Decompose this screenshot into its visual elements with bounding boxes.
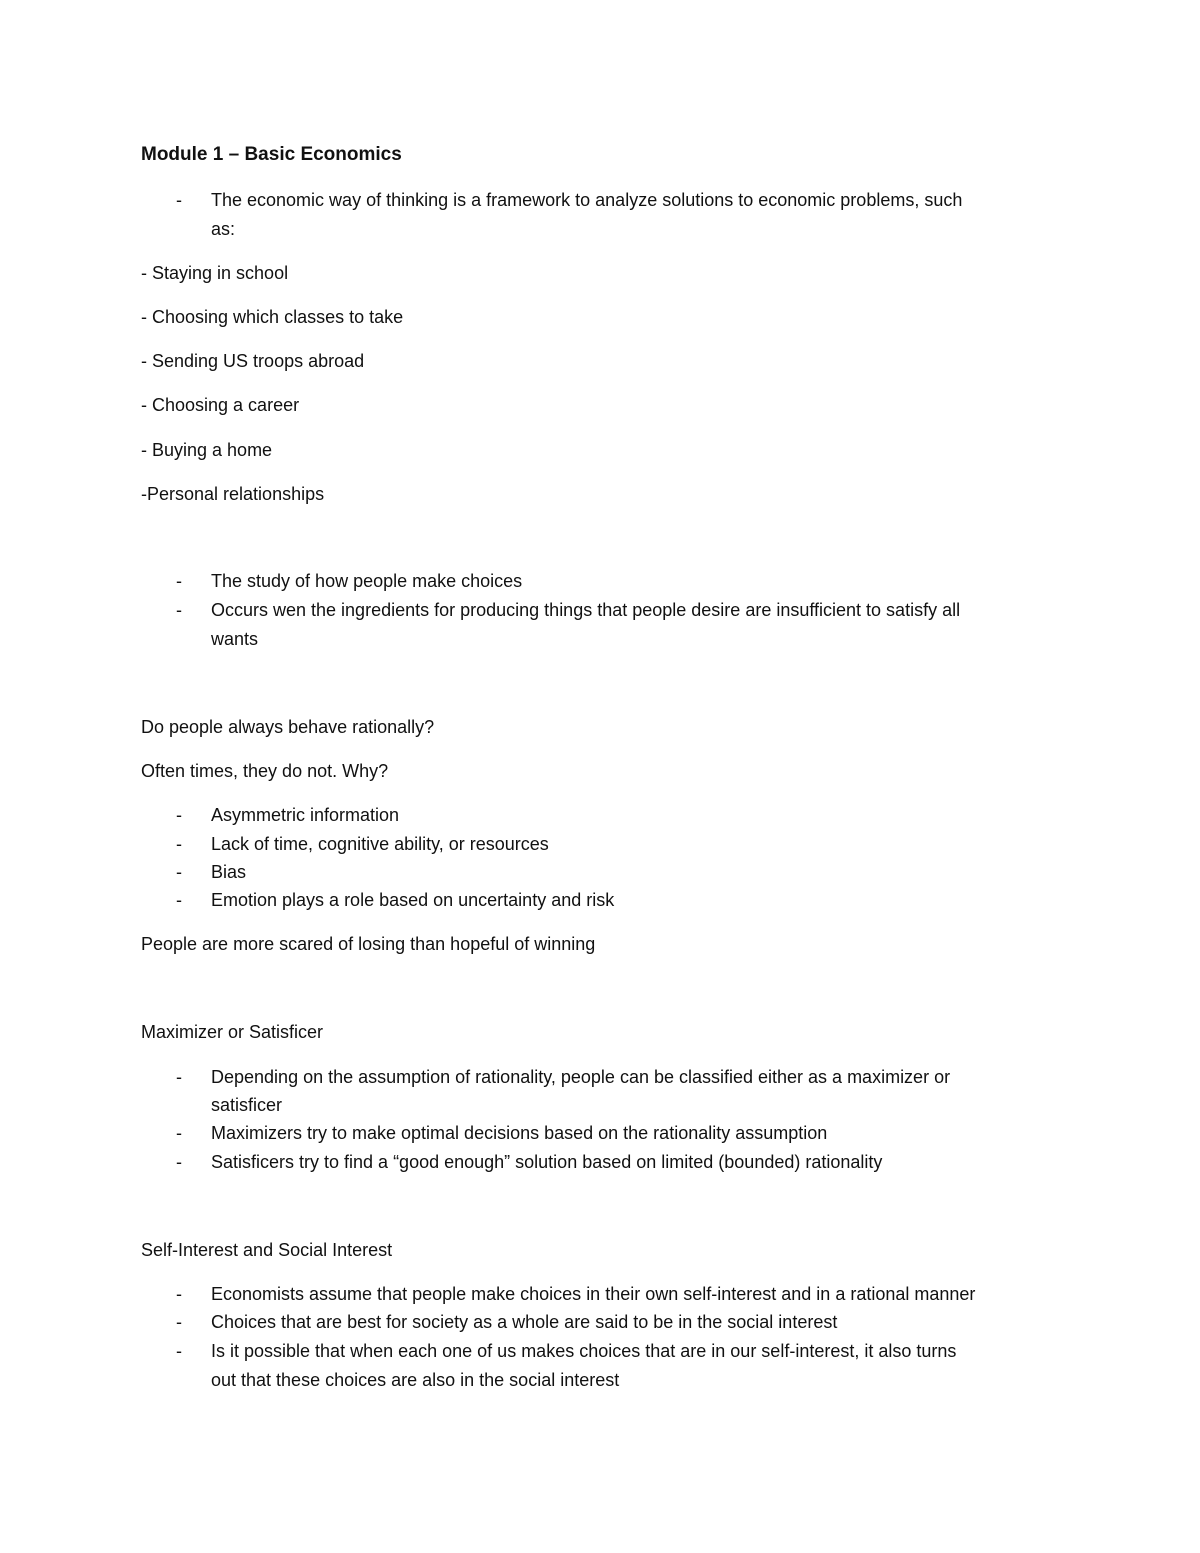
bullet-dash: - bbox=[176, 1152, 182, 1172]
example-item: - Choosing which classes to take bbox=[141, 307, 404, 327]
bullet-dash: - bbox=[176, 1312, 182, 1332]
section-heading-maximizer: Maximizer or Satisficer bbox=[141, 1022, 324, 1042]
bullet-dash: - bbox=[176, 600, 182, 620]
bullet-dash: - bbox=[176, 890, 182, 910]
definition-item: Occurs wen the ingredients for producing things that people desire are insufficient to satisfy all bbox=[211, 600, 961, 620]
reason-item: Lack of time, cognitive ability, or resources bbox=[211, 834, 549, 854]
rationality-question: Do people always behave rationally? bbox=[141, 717, 435, 737]
reason-item: Asymmetric information bbox=[211, 805, 400, 825]
definition-item: The study of how people make choices bbox=[211, 571, 523, 591]
reason-item: Emotion plays a role based on uncertainty and risk bbox=[211, 890, 615, 910]
example-item: - Buying a home bbox=[141, 440, 273, 460]
maximizer-item-continued: satisficer bbox=[211, 1095, 283, 1115]
interest-item: Choices that are best for society as a whole are said to be in the social interest bbox=[211, 1312, 838, 1332]
interest-item-continued: out that these choices are also in the social interest bbox=[211, 1370, 620, 1390]
bullet-dash: - bbox=[176, 862, 182, 882]
bullet-dash: - bbox=[176, 805, 182, 825]
bullet-dash: - bbox=[176, 1284, 182, 1304]
maximizer-item: Satisficers try to find a “good enough” solution based on limited (bounded) rationality bbox=[211, 1152, 883, 1172]
bullet-dash: - bbox=[176, 1341, 182, 1361]
interest-item: Economists assume that people make choices in their own self-interest and in a rational manner bbox=[211, 1284, 976, 1304]
rationality-conclusion: People are more scared of losing than hopeful of winning bbox=[141, 934, 596, 954]
intro-line-1: The economic way of thinking is a framework to analyze solutions to economic problems, such bbox=[211, 190, 963, 210]
example-item: -Personal relationships bbox=[141, 484, 325, 504]
bullet-dash: - bbox=[176, 190, 182, 210]
bullet-dash: - bbox=[176, 834, 182, 854]
reason-item: Bias bbox=[211, 862, 247, 882]
bullet-dash: - bbox=[176, 1123, 182, 1143]
example-item: - Sending US troops abroad bbox=[141, 351, 365, 371]
bullet-dash: - bbox=[176, 571, 182, 591]
maximizer-item: Maximizers try to make optimal decisions based on the rationality assumption bbox=[211, 1123, 828, 1143]
page-title: Module 1 – Basic Economics bbox=[141, 144, 402, 165]
bullet-dash: - bbox=[176, 1067, 182, 1087]
definition-item-continued: wants bbox=[211, 629, 259, 649]
interest-item: Is it possible that when each one of us makes choices that are in our self-interest, it also turns bbox=[211, 1341, 957, 1361]
maximizer-item: Depending on the assumption of rationality, people can be classified either as a maximizer or bbox=[211, 1067, 951, 1087]
rationality-answer: Often times, they do not. Why? bbox=[141, 761, 389, 781]
example-item: - Staying in school bbox=[141, 263, 289, 283]
intro-line-2: as: bbox=[211, 219, 236, 239]
example-item: - Choosing a career bbox=[141, 395, 300, 415]
section-heading-interest: Self-Interest and Social Interest bbox=[141, 1240, 393, 1260]
